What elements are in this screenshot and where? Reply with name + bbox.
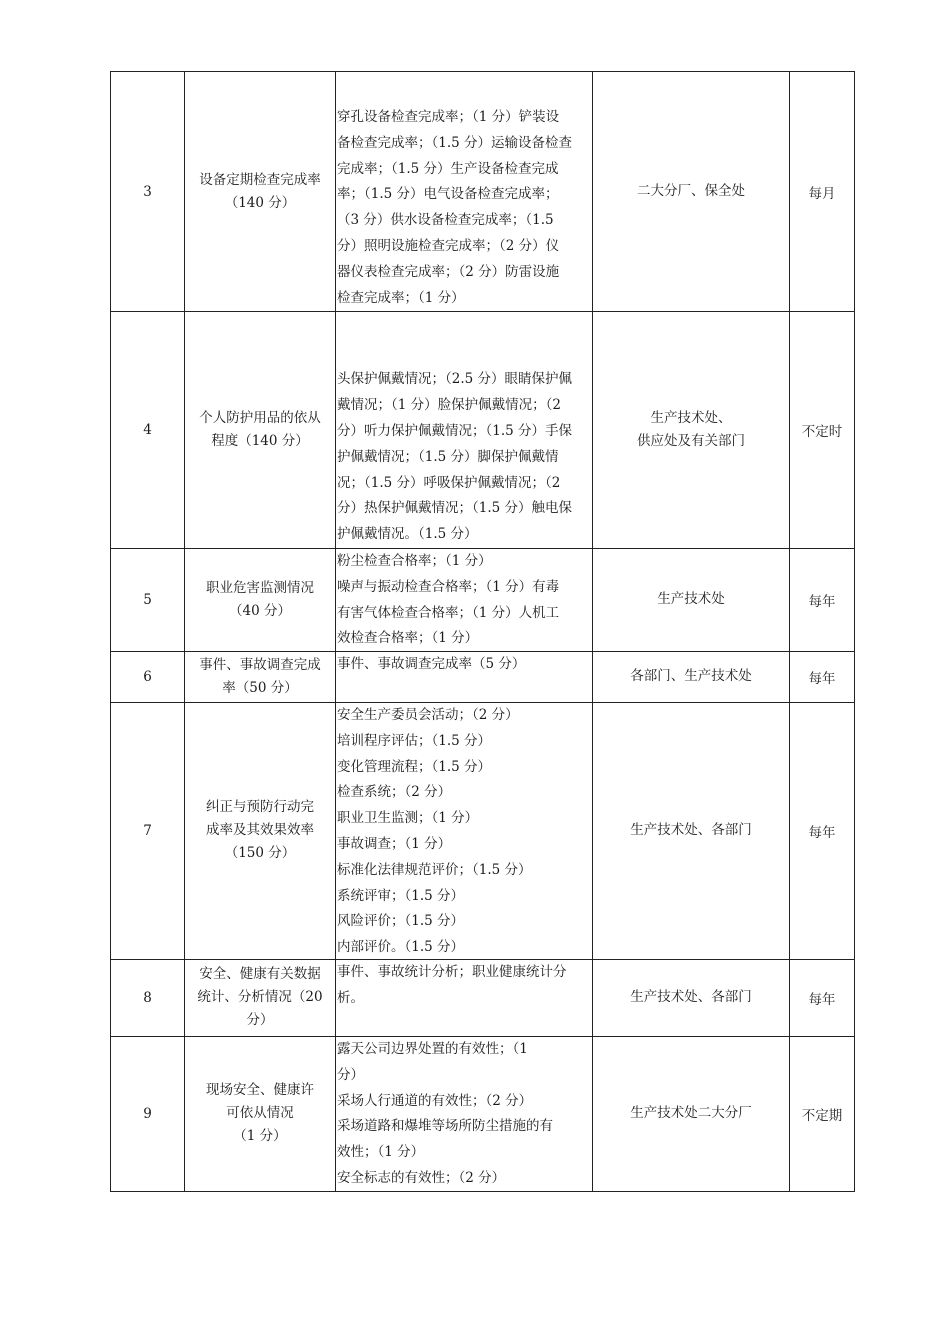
assessment-item-cell [185, 651, 336, 702]
assessment-content-line: 安全生产委员会活动；（2 分） [337, 706, 519, 723]
assessment-content-line: 有害气体检查合格率；（1 分）人机工 [337, 604, 560, 621]
responsible-department-cell [593, 959, 790, 1036]
assessment-content-line: 事件、事故调查完成率（5 分） [337, 655, 526, 672]
assessment-content-line: 事件、事故统计分析；职业健康统计分 [337, 963, 567, 980]
assessment-item [185, 169, 335, 215]
assessment-content [336, 72, 592, 311]
row-number: 7 [111, 702, 185, 959]
responsible-department [593, 180, 789, 203]
check-frequency: 不定期 [790, 1036, 855, 1191]
table-row [111, 1036, 855, 1191]
row-number: 8 [111, 959, 185, 1036]
responsible-department-line: 生产技术处二大分厂 [630, 1105, 752, 1122]
assessment-content-cell [336, 1036, 593, 1191]
assessment-content-cell [336, 72, 593, 312]
assessment-content-line: 备检查完成率；（1.5 分）运输设备检查 [337, 134, 573, 151]
assessment-content-line: 职业卫生监测；（1 分） [337, 810, 479, 827]
assessment-content [336, 960, 592, 1012]
assessment-item-line: 纠正与预防行动完 [206, 799, 314, 816]
row-number: 9 [111, 1036, 185, 1191]
assessment-item [185, 577, 335, 623]
assessment-item-cell [185, 1036, 336, 1191]
assessment-content-line: 器仪表检查完成率；（2 分）防雷设施 [337, 263, 560, 280]
assessment-content [336, 652, 592, 678]
responsible-department [593, 986, 789, 1009]
responsible-department-line: 供应处及有关部门 [637, 433, 745, 450]
assessment-content-line: 护佩戴情况；（1.5 分）脚保护佩戴情 [337, 448, 559, 465]
assessment-content-line: 完成率；（1.5 分）生产设备检查完成 [337, 160, 559, 177]
assessment-item-cell [185, 312, 336, 549]
assessment-item-line: （1 分） [233, 1128, 287, 1145]
check-frequency: 不定时 [790, 312, 855, 549]
assessment-content-line: 析。 [337, 989, 364, 1006]
table-row [111, 651, 855, 702]
assessment-content-cell [336, 548, 593, 651]
assessment-item [185, 1079, 335, 1148]
assessment-content-line: 穿孔设备检查完成率；（1 分）铲装设 [337, 109, 560, 125]
assessment-content-line: 分）听力保护佩戴情况；（1.5 分）手保 [337, 422, 573, 439]
table-row [111, 548, 855, 651]
assessment-item-line: 程度（140 分） [211, 433, 309, 450]
assessment-content-line: 采场道路和爆堆等场所防尘措施的有 [337, 1118, 553, 1135]
responsible-department-line: 生产技术处、各部门 [630, 989, 752, 1006]
responsible-department-cell [593, 651, 790, 702]
assessment-content-line: 事故调查；（1 分） [337, 835, 452, 852]
assessment-content-cell [336, 651, 593, 702]
assessment-content-line: 护佩戴情况。（1.5 分） [337, 526, 478, 543]
assessment-item-line: 成率及其效果效率 [206, 822, 314, 839]
assessment-content-line: 培训程序评估；（1.5 分） [337, 732, 492, 749]
assessment-item-line: 率（50 分） [222, 679, 298, 696]
assessment-item-line: 统计、分析情况（20 [197, 989, 323, 1006]
check-frequency: 每月 [790, 72, 855, 312]
row-number: 6 [111, 651, 185, 702]
table-row [111, 702, 855, 959]
assessment-item-line: 分） [246, 1012, 274, 1029]
assessment-content-line: 标准化法律规范评价；（1.5 分） [337, 861, 532, 878]
responsible-department-line: 各部门、生产技术处 [630, 668, 752, 685]
assessment-item [185, 796, 335, 865]
assessment-content-line: 系统评审；（1.5 分） [337, 887, 465, 904]
assessment-content-line: 变化管理流程；（1.5 分） [337, 758, 492, 775]
assessment-content [336, 1037, 592, 1190]
responsible-department [593, 1102, 789, 1125]
assessment-content-line: 分）热保护佩戴情况；（1.5 分）触电保 [337, 500, 573, 517]
assessment-content-line: 分） [337, 1066, 364, 1083]
assessment-item-line: （40 分） [229, 602, 291, 619]
responsible-department [593, 665, 789, 688]
assessment-content-line: 头保护佩戴情况；（2.5 分）眼睛保护佩 [337, 371, 573, 388]
assessment-content-line: 戴情况；（1 分）脸保护佩戴情况；（2 [337, 397, 561, 414]
table-row [111, 72, 855, 312]
assessment-item-line: （140 分） [224, 194, 296, 211]
row-number: 5 [111, 548, 185, 651]
row-number: 4 [111, 312, 185, 549]
assessment-item-line: 职业危害监测情况 [206, 579, 314, 596]
assessment-item-cell [185, 702, 336, 959]
assessment-content-line: 效检查合格率；（1 分） [337, 630, 479, 647]
check-frequency: 每年 [790, 959, 855, 1036]
assessment-item-line: 事件、事故调查完成 [199, 656, 321, 673]
assessment-item-line: 个人防护用品的依从 [199, 410, 321, 427]
assessment-content-cell [336, 959, 593, 1036]
assessment-content-line: 内部评价。（1.5 分） [337, 939, 465, 956]
assessment-content-line: 粉尘检查合格率；（1 分） [337, 552, 492, 569]
check-frequency: 每年 [790, 702, 855, 959]
assessment-item-line: （150 分） [224, 845, 296, 862]
responsible-department [593, 588, 789, 611]
assessment-item-line: 可依从情况 [226, 1105, 294, 1122]
responsible-department-line: 二大分厂、保全处 [637, 183, 745, 200]
table-row [111, 959, 855, 1036]
assessment-content-line: 风险评价；（1.5 分） [337, 913, 465, 930]
assessment-content-line: 况；（1.5 分）呼吸保护佩戴情况；（2 [337, 474, 561, 491]
assessment-item-line: 设备定期检查完成率 [199, 171, 321, 188]
responsible-department-cell [593, 312, 790, 549]
row-number: 3 [111, 72, 185, 312]
assessment-content-line: 安全标志的有效性；（2 分） [337, 1169, 506, 1186]
assessment-item-cell [185, 959, 336, 1036]
assessment-content [336, 312, 592, 548]
assessment-item [185, 963, 335, 1032]
assessment-content-line: 噪声与振动检查合格率；（1 分）有毒 [337, 578, 560, 595]
responsible-department-line: 生产技术处、各部门 [630, 822, 752, 839]
check-frequency: 每年 [790, 548, 855, 651]
assessment-item-cell [185, 548, 336, 651]
responsible-department-cell [593, 548, 790, 651]
assessment-table [110, 71, 855, 1192]
responsible-department-cell [593, 72, 790, 312]
responsible-department-cell [593, 1036, 790, 1191]
responsible-department [593, 819, 789, 842]
assessment-content-line: 检查完成率；（1 分） [337, 289, 465, 306]
assessment-content-line: 检查系统；（2 分） [337, 784, 452, 801]
responsible-department-line: 生产技术处、 [650, 410, 732, 427]
assessment-content-line: （3 分）供水设备检查完成率；（1.5 [337, 212, 554, 229]
assessment-item-line: 安全、健康有关数据 [199, 966, 321, 983]
assessment-content [336, 703, 592, 958]
assessment-content-line: 露天公司边界处置的有效性；（1 [337, 1040, 528, 1057]
responsible-department-line: 生产技术处 [657, 591, 725, 608]
assessment-content [336, 549, 592, 650]
assessment-content-line: 率；（1.5 分）电气设备检查完成率； [337, 186, 559, 203]
assessment-content-line: 效性；（1 分） [337, 1144, 425, 1161]
assessment-item-cell [185, 72, 336, 312]
responsible-department-cell [593, 702, 790, 959]
assessment-content-cell [336, 702, 593, 959]
assessment-content-line: 采场人行通道的有效性；（2 分） [337, 1092, 533, 1109]
responsible-department [593, 407, 789, 453]
assessment-content-line: 分）照明设施检查完成率；（2 分）仪 [337, 237, 560, 254]
table-row [111, 312, 855, 549]
assessment-item [185, 654, 335, 700]
assessment-content-cell [336, 312, 593, 549]
assessment-item-line: 现场安全、健康许 [206, 1082, 314, 1099]
assessment-item [185, 407, 335, 453]
check-frequency: 每年 [790, 651, 855, 702]
table-body [111, 72, 855, 1192]
